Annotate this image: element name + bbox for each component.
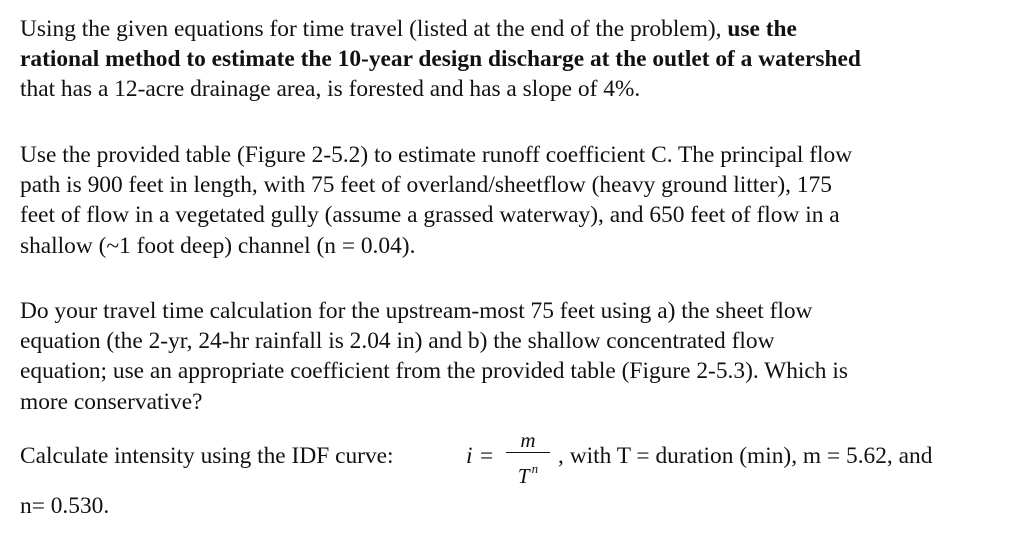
idf-lead-text: Calculate intensity using the IDF curve: bbox=[20, 443, 394, 469]
idf-equals-sign: = bbox=[480, 443, 494, 469]
flow-path-line-1: Use the provided table (Figure 2-5.2) to estimate runoff coefficient C. The principal flow bbox=[20, 142, 853, 168]
idf-denominator-t: T bbox=[517, 464, 530, 488]
travel-time-line-4: more conservative? bbox=[20, 388, 203, 415]
flow-path-line-3: feet of flow in a vegetated gully (assume a grassed waterway), and 650 feet of flow in a bbox=[20, 202, 840, 229]
flow-path-line-2: path is 900 feet in length, with 75 feet of overland/sheetflow (heavy ground litter), 175 bbox=[20, 172, 832, 199]
task-line-1-text: Using the given equations for time travel (listed at the end of the problem), bbox=[20, 16, 728, 42]
n-value-line: n= 0.530. bbox=[20, 493, 110, 519]
flow-path-line-4: shallow (~1 foot deep) channel (n = 0.04). bbox=[20, 232, 416, 259]
paragraph-idf-equation bbox=[20, 425, 1020, 488]
paragraph-task bbox=[20, 14, 861, 105]
idf-var-i: i bbox=[466, 443, 473, 469]
idf-tail-text: , with T = duration (min), m = 5.62, and bbox=[558, 443, 933, 469]
travel-time-line-3: equation; use an appropriate coefficient from the provided table (Figure 2-5.3). Which is bbox=[20, 358, 848, 385]
idf-fraction-bar bbox=[506, 452, 550, 453]
travel-time-line-2: equation (the 2-yr, 24-hr rainfall is 2.04 in) and b) the shallow concentrated flow bbox=[20, 328, 775, 355]
idf-exponent-n: n bbox=[531, 461, 539, 476]
task-line-1 bbox=[20, 14, 861, 44]
travel-time-line-1: Do your travel time calculation for the upstream-most 75 feet using a) the sheet flow bbox=[20, 298, 813, 324]
idf-numerator: m bbox=[520, 428, 536, 452]
paragraph-travel-time bbox=[20, 296, 848, 417]
task-line-3: that has a 12-acre drainage area, is forested and has a slope of 4%. bbox=[20, 76, 641, 103]
task-line-1-bold: use the bbox=[727, 16, 797, 42]
task-line-2-bold: rational method to estimate the 10-year design discharge at the outlet of a watershed bbox=[20, 46, 861, 73]
task-line-2 bbox=[20, 44, 861, 74]
idf-denominator bbox=[506, 454, 550, 491]
paragraph-n-value bbox=[20, 491, 109, 521]
paragraph-flow-path bbox=[20, 140, 852, 261]
